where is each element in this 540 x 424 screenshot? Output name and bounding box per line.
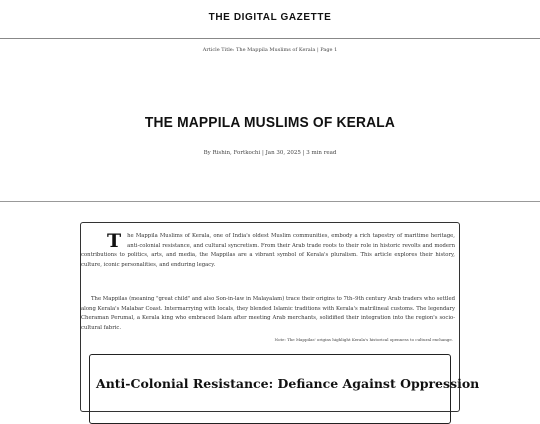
article-byline: By Rishin, Fortkochi | Jan 30, 2025 | 3 min read — [203, 150, 337, 156]
origins-note: Note: The Mappilas' origins highlight Kerala's historical openness to cultural exchange. — [274, 337, 453, 342]
site-header — [0, 0, 540, 39]
drop-cap: T — [107, 230, 122, 252]
resistance-section-box — [89, 354, 480, 424]
article-label: Article Title: The Mappila Muslims of Kerala | Page 1 — [202, 47, 338, 53]
section-heading: Anti-Colonial Resistance: Defiance Against Oppression — [96, 376, 480, 391]
article-body-box — [80, 222, 480, 412]
article-title: THE MAPPILA MUSLIMS OF KERALA — [144, 114, 396, 131]
site-title[interactable]: THE DIGITAL GAZETTE — [208, 12, 332, 23]
intro-paragraph — [81, 232, 457, 270]
origins-paragraph: The Mappilas (meaning "great child" and also Son-in-law in Malayalam) trace their origins to 7th–9th century Arab traders who settled along Kerala's Malabar Coast. Intermarrying with locals, they blended Islamic traditions with Kerala's matrilineal customs. The legendary Cheraman Perumal, a Kerala king who embraced Islam after meeting Arab merchants, solidified their integration into the region's socio-cultural fabric. — [81, 296, 455, 331]
intro-text: he Mappila Muslims of Kerala, one of India's oldest Muslim communities, embody a rich tapestry of maritime heritage, anti-colonial resistance, and cultural syncretism. From their Arab trade roots to their role in historic revolts and modern contributions to politics, arts, and media, the Mappilas are a vibrant symbol of Kerala's pluralism. This article explores their history, culture, iconic personalities, and enduring legacy. — [81, 233, 455, 268]
section-divider — [0, 201, 540, 202]
